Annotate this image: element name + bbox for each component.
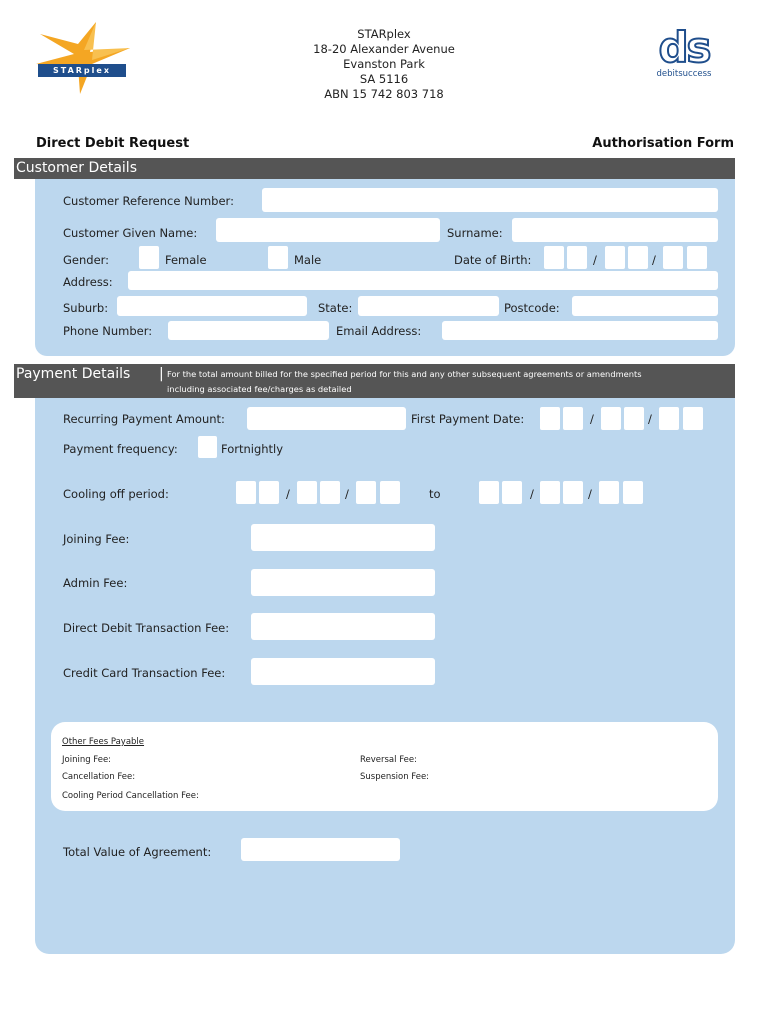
dob-year-1[interactable] [663, 246, 683, 269]
dob-day-1[interactable] [544, 246, 564, 269]
org-state: SA 5116 [359, 72, 409, 86]
cooling-to-label: to [429, 487, 441, 501]
ds-logo-sub: debitsuccess [656, 69, 712, 79]
starplex-logo-text: STARplex [52, 66, 111, 75]
male-checkbox[interactable] [268, 246, 288, 269]
customer-ref-input[interactable] [262, 188, 718, 212]
postcode-input[interactable] [572, 296, 718, 316]
dob-sep-1: / [593, 253, 597, 267]
org-address [284, 27, 484, 102]
cooling-to-month-2[interactable] [563, 481, 583, 504]
org-abn: ABN 15 742 803 718 [324, 87, 444, 101]
cooling-from-year-2[interactable] [380, 481, 400, 504]
fortnightly-label: Fortnightly [221, 442, 284, 456]
email-label: Email Address: [336, 324, 422, 338]
first-date-month-1[interactable] [601, 407, 621, 430]
fortnightly-checkbox[interactable] [198, 436, 217, 458]
first-date-year-2[interactable] [683, 407, 703, 430]
cooling-to-year-2[interactable] [623, 481, 643, 504]
cooling-from-sep-2: / [345, 487, 349, 501]
org-suburb: Evanston Park [343, 57, 425, 71]
cooling-from-year-1[interactable] [356, 481, 376, 504]
other-cancellation-fee: Cancellation Fee: [62, 772, 136, 782]
customer-section-title: Customer Details [16, 160, 137, 176]
payment-section-sep: | [159, 366, 164, 382]
admin-fee-label: Admin Fee: [63, 576, 128, 590]
phone-label: Phone Number: [63, 324, 153, 338]
other-reversal-fee: Reversal Fee: [360, 755, 417, 765]
first-date-label: First Payment Date: [411, 412, 525, 426]
first-date-year-1[interactable] [659, 407, 679, 430]
dob-label: Date of Birth: [454, 253, 532, 267]
cooling-from-day-2[interactable] [259, 481, 279, 504]
recurring-label: Recurring Payment Amount: [63, 412, 225, 426]
address-label: Address: [63, 275, 113, 289]
cc-fee-input[interactable] [251, 658, 435, 685]
first-date-day-2[interactable] [563, 407, 583, 430]
dob-month-1[interactable] [605, 246, 625, 269]
payment-note-line1: For the total amount billed for the specified period for this and any other subsequent agreements or amendments [167, 369, 642, 379]
first-date-month-2[interactable] [624, 407, 644, 430]
cooling-to-year-1[interactable] [599, 481, 619, 504]
dob-year-2[interactable] [687, 246, 707, 269]
recurring-input[interactable] [247, 407, 406, 430]
dd-fee-input[interactable] [251, 613, 435, 640]
cooling-to-month-1[interactable] [540, 481, 560, 504]
form-title-right: Authorisation Form [592, 136, 734, 151]
male-label: Male [294, 253, 322, 267]
admin-fee-input[interactable] [251, 569, 435, 596]
cooling-from-sep-1: / [286, 487, 290, 501]
payment-section-title: Payment Details [16, 366, 131, 382]
customer-section-header [14, 158, 735, 179]
cooling-to-sep-2: / [588, 487, 592, 501]
frequency-label: Payment frequency: [63, 442, 178, 456]
cooling-label: Cooling off period: [63, 487, 169, 501]
other-suspension-fee: Suspension Fee: [360, 772, 430, 782]
org-name: STARplex [357, 27, 411, 41]
surname-input[interactable] [512, 218, 718, 242]
cooling-from-day-1[interactable] [236, 481, 256, 504]
female-checkbox[interactable] [139, 246, 159, 269]
joining-fee-input[interactable] [251, 524, 435, 551]
cooling-from-month-2[interactable] [320, 481, 340, 504]
payment-note-line2: including associated fee/charges as detailed [167, 384, 352, 394]
starplex-logo [34, 20, 134, 96]
customer-ref-label: Customer Reference Number: [63, 194, 234, 208]
gender-label: Gender: [63, 253, 110, 267]
suburb-input[interactable] [117, 296, 307, 316]
email-input[interactable] [442, 321, 718, 340]
ds-logo-mark: ds [658, 23, 710, 72]
given-name-label: Customer Given Name: [63, 226, 198, 240]
other-fees-title: Other Fees Payable [62, 737, 145, 747]
cc-fee-label: Credit Card Transaction Fee: [63, 666, 226, 680]
org-street: 18-20 Alexander Avenue [313, 42, 455, 56]
state-label: State: [318, 301, 353, 315]
joining-fee-label: Joining Fee: [63, 532, 130, 546]
first-date-sep-1: / [590, 412, 594, 426]
total-label: Total Value of Agreement: [63, 845, 212, 859]
dob-day-2[interactable] [567, 246, 587, 269]
dd-fee-label: Direct Debit Transaction Fee: [63, 621, 230, 635]
dob-sep-2: / [652, 253, 656, 267]
cooling-to-day-2[interactable] [502, 481, 522, 504]
cooling-to-day-1[interactable] [479, 481, 499, 504]
other-joining-fee: Joining Fee: [62, 755, 112, 765]
other-cooling-cancel-fee: Cooling Period Cancellation Fee: [62, 791, 199, 801]
postcode-label: Postcode: [504, 301, 560, 315]
given-name-input[interactable] [216, 218, 440, 242]
debitsuccess-logo [638, 23, 730, 80]
phone-input[interactable] [168, 321, 329, 340]
total-input[interactable] [241, 838, 400, 861]
female-label: Female [165, 253, 207, 267]
cooling-to-sep-1: / [530, 487, 534, 501]
cooling-from-month-1[interactable] [297, 481, 317, 504]
address-input[interactable] [128, 271, 718, 290]
form-title-left: Direct Debit Request [36, 136, 190, 151]
star-icon [34, 20, 134, 96]
surname-label: Surname: [447, 226, 503, 240]
first-date-sep-2: / [648, 412, 652, 426]
suburb-label: Suburb: [63, 301, 109, 315]
state-input[interactable] [358, 296, 499, 316]
first-date-day-1[interactable] [540, 407, 560, 430]
dob-month-2[interactable] [628, 246, 648, 269]
payment-section-header [14, 364, 735, 398]
